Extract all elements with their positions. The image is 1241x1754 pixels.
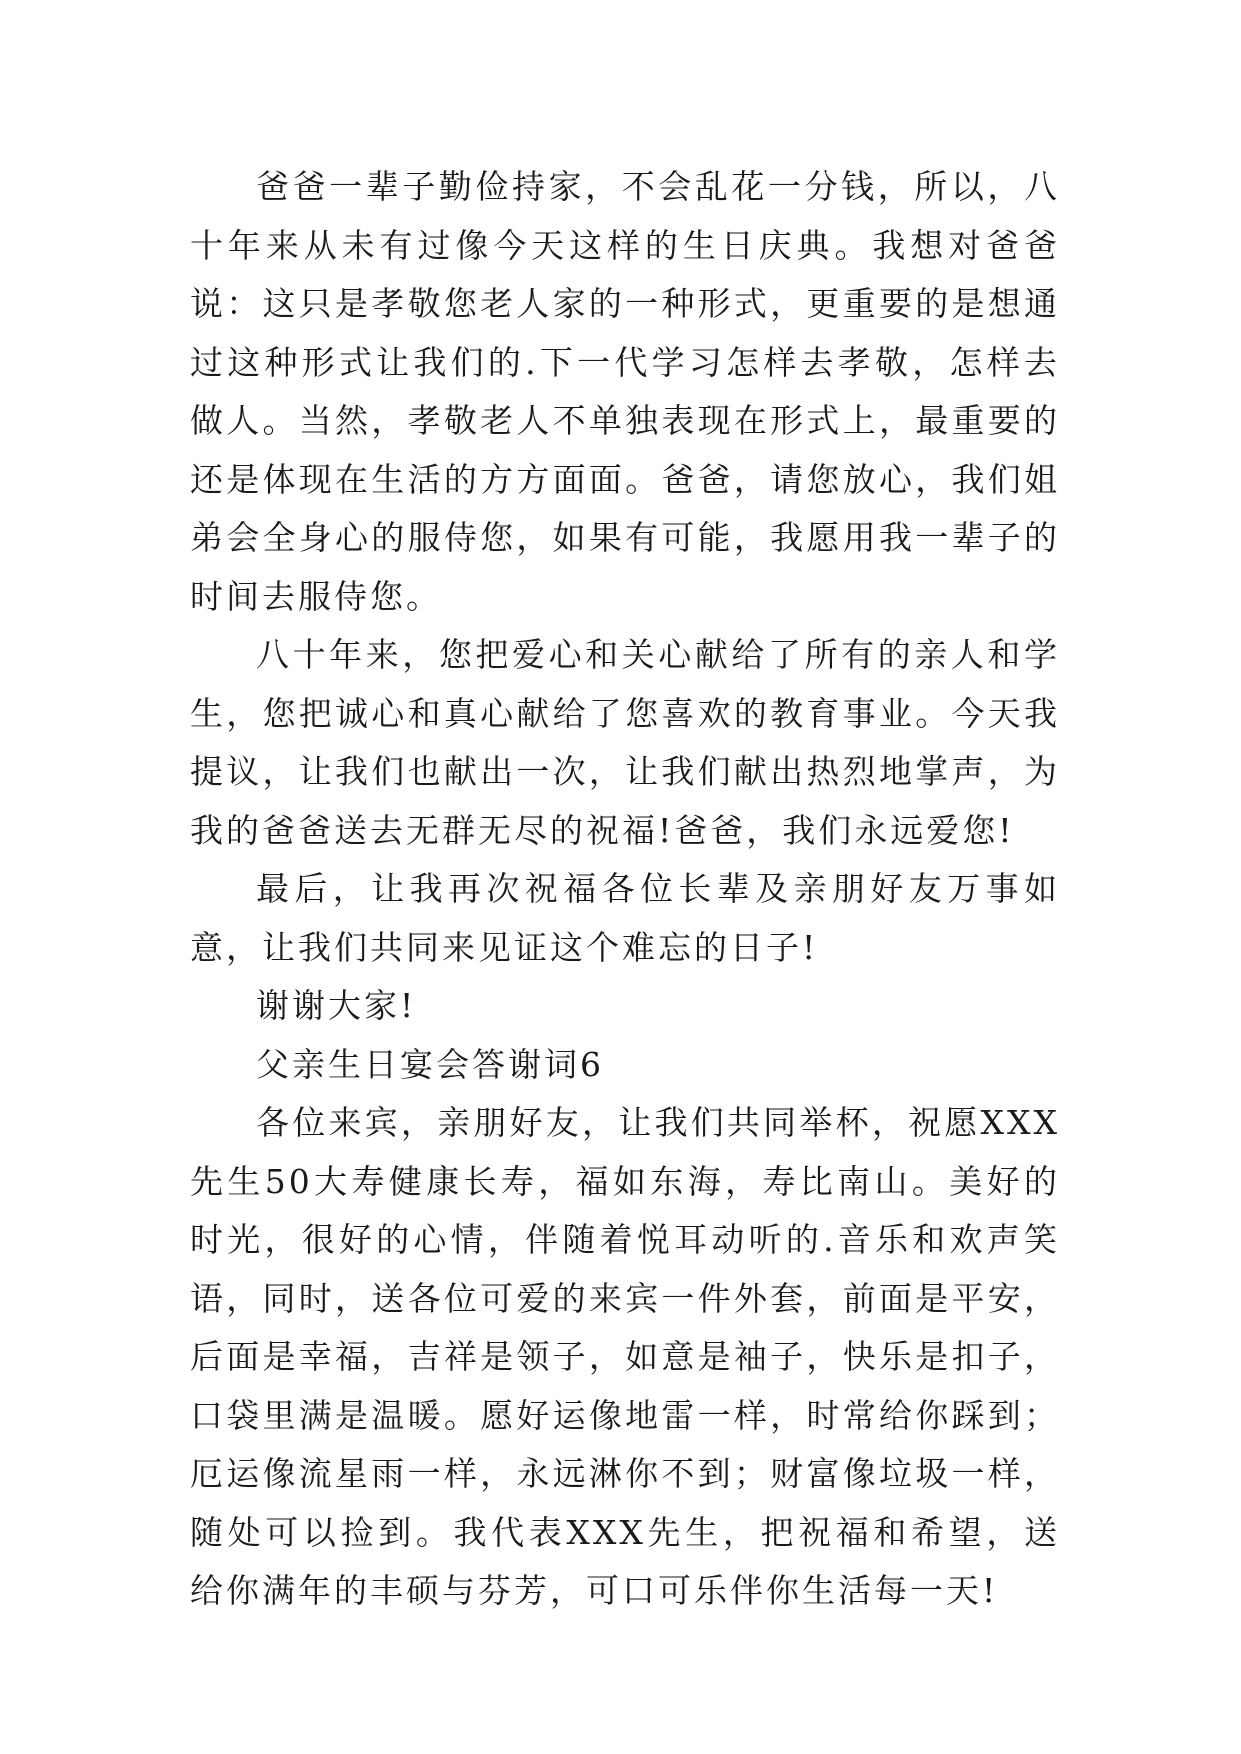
paragraph-toast: 各位来宾，亲朋好友，让我们共同举杯，祝愿XXX先生50大寿健康长寿，福如东海，寿比南山。美好的时光，很好的心情，伴随着悦耳动听的.音乐和欢声笑语，同时，送各位可爱的来宾一件外套，前面是平安，后面是幸福，吉祥是领子，如意是袖子，快乐是扣子，口袋里满是温暖。愿好运像地雷一样，时常给你踩到；厄运像流星雨一样，永远淋你不到；财富像垃圾一样，随处可以捡到。我代表XXX先生，把祝福和希望，送给你满年的丰硕与芬芳，可口可乐伴你生活每一天!	[190, 1103, 1060, 1610]
paragraph-final-blessing: 最后，让我再次祝福各位长辈及亲朋好友万事如意，让我们共同来见证这个难忘的日子!	[190, 869, 1060, 967]
paragraph-eighty-years: 八十年来，您把爱心和关心献给了所有的亲人和学生，您把诚心和真心献给了您喜欢的教育事业。今天我提议，让我们也献出一次，让我们献出热烈地掌声，为我的爸爸送去无群无尽的祝福!爸爸，我们永远爱您!	[190, 635, 1060, 850]
paragraph-father-frugal: 爸爸一辈子勤俭持家，不会乱花一分钱，所以，八十年来从未有过像今天这样的生日庆典。我想对爸爸说：这只是孝敬您老人家的一种形式，更重要的是想通过这种形式让我们的.下一代学习怎样去孝敬，怎样去做人。当然，孝敬老人不单独表现在形式上，最重要的还是体现在生活的方方面面。爸爸，请您放心，我们姐弟会全身心的服侍您，如果有可能，我愿用我一辈子的时间去服侍您。	[190, 167, 1060, 616]
document-body	[190, 158, 1060, 1621]
section-heading: 父亲生日宴会答谢词6	[256, 1044, 604, 1084]
paragraph-thanks: 谢谢大家!	[256, 986, 417, 1025]
